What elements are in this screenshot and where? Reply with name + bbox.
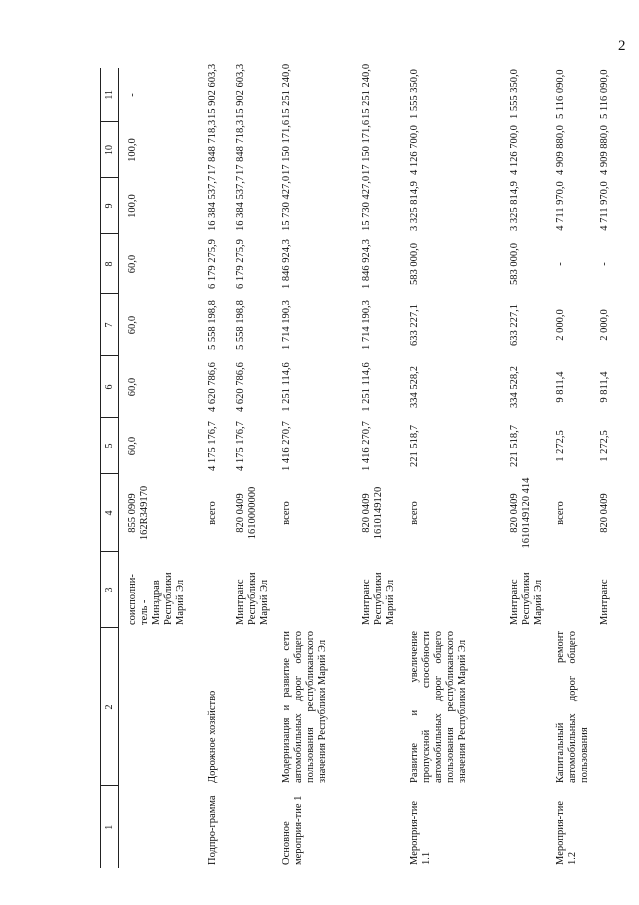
- rotated-table-container: [100, 63, 638, 868]
- table-cell-col7: 60,0: [127, 315, 138, 335]
- table-cell-col2: Капитальный ремонт автомобильных дорог общего пользования: [554, 631, 590, 783]
- table-cell-col10: 4 126 700,0: [508, 125, 520, 175]
- table-cell-col2: [227, 628, 273, 786]
- column-header: 7: [101, 294, 119, 356]
- table-cell-col9: 3 325 814,9: [508, 181, 520, 231]
- table-cell-col1: Мероприя-тие 1.1: [408, 800, 432, 865]
- table-cell-col9: 15 730 427,0: [360, 175, 372, 231]
- table-cell-col11: 15 251 240,0: [360, 63, 372, 119]
- table-row: [547, 68, 591, 868]
- table-cell-col11: 1 555 350,0: [408, 69, 420, 119]
- table-cell-col3: [401, 552, 501, 628]
- table-cell-col3: Минтранс Республики Марий Эл: [508, 572, 544, 625]
- table-cell-col6: 334 528,2: [508, 366, 520, 408]
- column-header: 3: [101, 552, 119, 628]
- table-cell-col8: 583 000,0: [408, 243, 420, 285]
- table-cell-col4: 820 0409 1610000000: [234, 486, 258, 540]
- table-cell-col11: 1 555 350,0: [508, 69, 520, 119]
- table-cell-col6: 60,0: [127, 377, 138, 397]
- table-cell-col4: всего: [408, 501, 420, 525]
- table-cell-col2: Модернизация и развитие сети автомобильных дорог общего пользования республиканского значения Республики Марий Эл: [280, 631, 328, 783]
- table-cell-col8: 60,0: [127, 254, 138, 274]
- table-cell-col2: [591, 628, 621, 786]
- table-cell-col2: [119, 628, 199, 786]
- column-header: 11: [101, 68, 119, 122]
- table-cell-col2: [501, 628, 547, 786]
- column-header: 2: [101, 628, 119, 786]
- table-cell-col10: 17 848 718,3: [234, 119, 246, 175]
- table-cell-col7: 5 558 198,8: [206, 300, 218, 350]
- table-cell-col11: 5 116 090,0: [554, 69, 566, 119]
- table-cell-col5: 221 518,7: [508, 425, 520, 467]
- table-cell-col8: 1 846 924,3: [360, 239, 372, 289]
- column-header: 9: [101, 178, 119, 234]
- column-header: 5: [101, 418, 119, 474]
- table-cell-col5: 1 272,5: [554, 430, 566, 462]
- table-cell-col3: соисполни-тель - Минздрав Республики Марий Эл: [127, 572, 186, 625]
- table-row: [227, 68, 273, 868]
- table-cell-col2: Дорожное хозяйство: [206, 690, 218, 783]
- table-cell-col11: -: [127, 93, 138, 97]
- table-cell-col3: Минтранс Республики Марий Эл: [234, 572, 270, 625]
- table-cell-col4: 820 0409 1610149120 414: [508, 477, 532, 549]
- column-header: 6: [101, 356, 119, 418]
- table-cell-col1: Мероприя-тие 1.2: [554, 800, 578, 865]
- table-cell-col4: 820 0409: [598, 493, 610, 533]
- table-cell-col1: Основное мероприя-тие 1: [280, 795, 304, 865]
- table-row: [501, 68, 547, 868]
- table-cell-col4: 820 0409 1610149120: [360, 486, 384, 540]
- table-cell-col8: 6 179 275,9: [234, 239, 246, 289]
- table-cell-col1: [591, 786, 621, 868]
- table-cell-col4: всего: [280, 501, 292, 525]
- table-cell-col3: [547, 552, 591, 628]
- table-cell-col1: [353, 786, 401, 868]
- table-cell-col5: 221 518,7: [408, 425, 420, 467]
- table-cell-col5: 4 175 176,7: [234, 421, 246, 471]
- table-cell-col5: 1 416 270,7: [360, 421, 372, 471]
- column-header: 10: [101, 122, 119, 178]
- table-cell-col1: Подпро-грамма: [206, 795, 218, 865]
- table-cell-col3: [199, 552, 227, 628]
- table-cell-col11: 15 251 240,0: [280, 63, 292, 119]
- table-cell-col8: -: [598, 262, 610, 266]
- table-cell-col10: 17 150 171,6: [280, 119, 292, 175]
- table-row: [273, 68, 353, 868]
- table-cell-col11: 15 902 603,3: [234, 63, 246, 119]
- table-cell-col1: [119, 786, 199, 868]
- table-cell-col8: -: [554, 262, 566, 266]
- table-cell-col7: 2 000,0: [598, 309, 610, 341]
- table-cell-col8: 583 000,0: [508, 243, 520, 285]
- table-cell-col9: 4 711 970,0: [554, 181, 566, 231]
- column-header: 1: [101, 786, 119, 868]
- table-cell-col9: 16 384 537,7: [234, 175, 246, 231]
- table-cell-col5: 4 175 176,7: [206, 421, 218, 471]
- table-cell-col9: 16 384 537,7: [206, 175, 218, 231]
- table-cell-col6: 9 811,4: [598, 371, 610, 403]
- table-cell-col6: 1 251 114,6: [360, 362, 372, 412]
- table-cell-col7: 1 714 190,3: [280, 300, 292, 350]
- table-cell-col5: 1 416 270,7: [280, 421, 292, 471]
- table-cell-col11: 5 116 090,0: [598, 69, 610, 119]
- table-cell-col4: всего: [554, 501, 566, 525]
- table-cell-col2: [353, 628, 401, 786]
- budget-table: [100, 63, 621, 868]
- table-cell-col8: 1 846 924,3: [280, 239, 292, 289]
- table-cell-col6: 4 620 786,6: [206, 362, 218, 412]
- table-cell-col7: 5 558 198,8: [234, 300, 246, 350]
- table-cell-col2: Развитие и увеличение пропускной способности автомобильных дорог общего пользования республиканского значения Республики Марий Эл: [408, 631, 468, 783]
- table-cell-col4: всего: [206, 501, 218, 525]
- table-row: [119, 68, 199, 868]
- table-cell-col1: [227, 786, 273, 868]
- table-cell-col10: 4 909 880,0: [554, 125, 566, 175]
- table-cell-col10: 17 848 718,3: [206, 119, 218, 175]
- column-header: 4: [101, 474, 119, 552]
- table-row: [199, 68, 227, 868]
- table-cell-col3: [273, 552, 353, 628]
- table-cell-col3: Минтранс: [598, 579, 610, 625]
- table-cell-col7: 2 000,0: [554, 309, 566, 341]
- table-cell-col9: 4 711 970,0: [598, 181, 610, 231]
- page-number: 2: [618, 38, 626, 54]
- table-cell-col6: 9 811,4: [554, 371, 566, 403]
- table-cell-col10: 4 126 700,0: [408, 125, 420, 175]
- table-cell-col3: Минтранс Республики Марий Эл: [360, 572, 396, 625]
- table-cell-col6: 334 528,2: [408, 366, 420, 408]
- table-row: [591, 68, 621, 868]
- table-cell-col6: 1 251 114,6: [280, 362, 292, 412]
- table-cell-col4: 855 0909 162R349170: [127, 485, 150, 541]
- table-cell-col5: 1 272,5: [598, 430, 610, 462]
- table-cell-col1: [501, 786, 547, 868]
- column-header: 8: [101, 234, 119, 294]
- table-cell-col7: 633 227,1: [408, 304, 420, 346]
- table-cell-col7: 1 714 190,3: [360, 300, 372, 350]
- table-row: [401, 68, 501, 868]
- table-cell-col9: 15 730 427,0: [280, 175, 292, 231]
- table-header-row: [101, 68, 119, 868]
- table-cell-col9: 3 325 814,9: [408, 181, 420, 231]
- table-cell-col10: 4 909 880,0: [598, 125, 610, 175]
- table-cell-col7: 633 227,1: [508, 304, 520, 346]
- table-cell-col10: 17 150 171,6: [360, 119, 372, 175]
- table-row: [353, 68, 401, 868]
- table-cell-col11: 15 902 603,3: [206, 63, 218, 119]
- table-cell-col9: 100,0: [127, 194, 138, 218]
- table-cell-col5: 60,0: [127, 436, 138, 456]
- table-cell-col8: 6 179 275,9: [206, 239, 218, 289]
- table-cell-col6: 4 620 786,6: [234, 362, 246, 412]
- table-cell-col10: 100,0: [127, 138, 138, 162]
